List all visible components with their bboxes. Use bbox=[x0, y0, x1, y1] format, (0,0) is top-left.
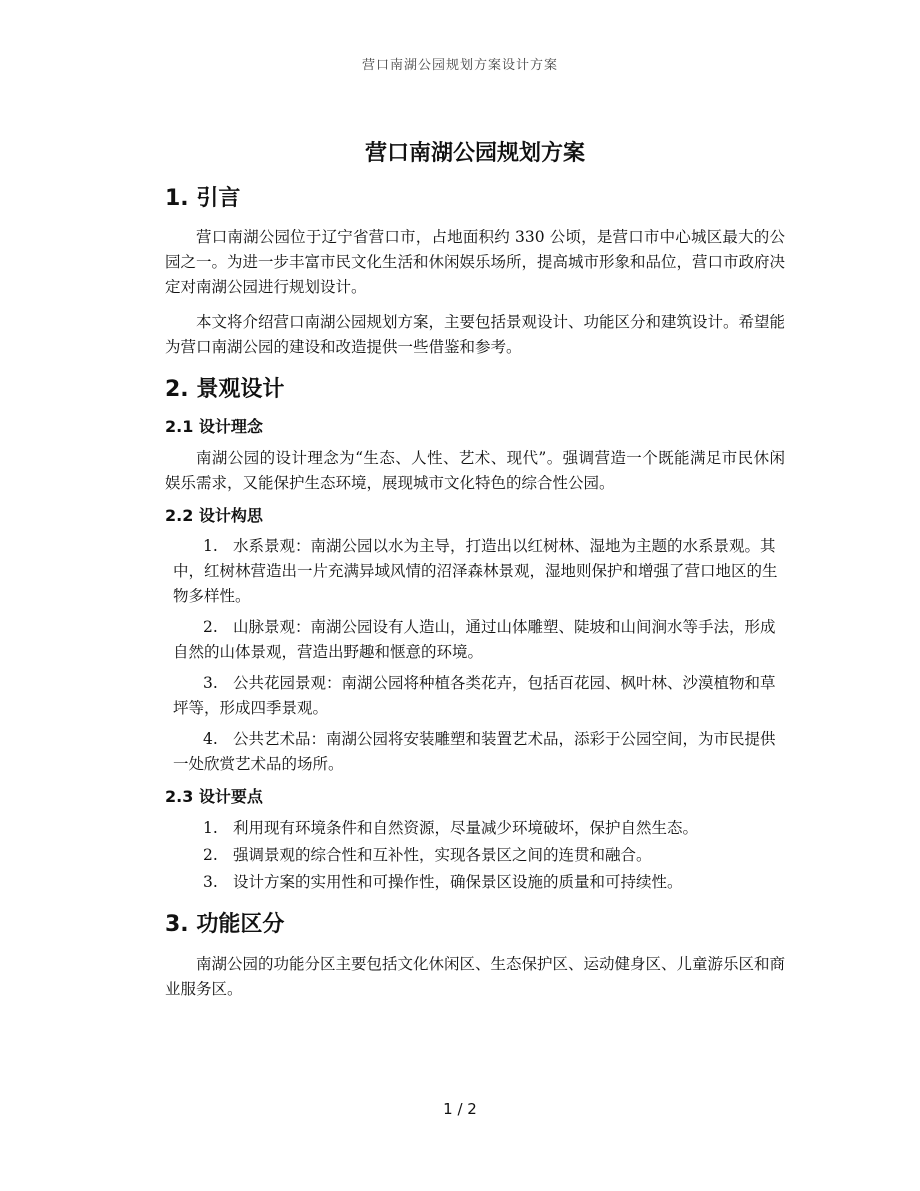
subsection-heading-idea: 2.2 设计构思 bbox=[165, 505, 263, 525]
list-item-text: 山脉景观：南湖公园设有人造山，通过山体雕塑、陡坡和山间涧水等手法，形成自然的山体景观，营造出野趣和惬意的环境。 bbox=[173, 618, 776, 662]
idea-list bbox=[165, 534, 785, 777]
page-header: 营口南湖公园规划方案设计方案 bbox=[361, 58, 558, 73]
section-heading-intro: 1. 引言 bbox=[165, 185, 241, 211]
intro-paragraph-2: 本文将介绍营口南湖公园规划方案，主要包括景观设计、功能区分和建筑设计。希望能为营口南湖公园的建设和改造提供一些借鉴和参考。 bbox=[165, 313, 786, 357]
list-item bbox=[165, 843, 785, 868]
section-heading-function: 3. 功能区分 bbox=[165, 912, 285, 938]
list-item bbox=[165, 727, 785, 777]
list-item bbox=[165, 615, 785, 665]
list-item-number: 2. bbox=[203, 846, 218, 865]
subsection-heading-points: 2.3 设计要点 bbox=[165, 787, 263, 807]
list-item-number: 1. bbox=[203, 537, 218, 556]
list-item-number: 3. bbox=[203, 873, 218, 892]
list-item-number: 1. bbox=[203, 819, 218, 838]
list-item-text: 强调景观的综合性和互补性，实现各景区之间的连贯和融合。 bbox=[233, 846, 652, 865]
points-list bbox=[165, 816, 785, 895]
list-item bbox=[165, 816, 785, 841]
document-body bbox=[165, 140, 785, 1012]
list-item-number: 2. bbox=[203, 618, 218, 637]
section-heading-landscape: 2. 景观设计 bbox=[165, 377, 285, 403]
page-number: 1 / 2 bbox=[443, 1100, 477, 1118]
list-item-number: 4. bbox=[203, 730, 218, 749]
list-item-text: 利用现有环境条件和自然资源，尽量减少环境破坏，保护自然生态。 bbox=[233, 819, 699, 838]
list-item bbox=[165, 870, 785, 895]
list-item-number: 3. bbox=[203, 674, 218, 693]
document-title: 营口南湖公园规划方案 bbox=[364, 141, 585, 166]
list-item-text: 公共艺术品：南湖公园将安装雕塑和装置艺术品，添彩于公园空间，为市民提供一处欣赏艺术品的场所。 bbox=[173, 730, 776, 774]
intro-paragraph-1: 营口南湖公园位于辽宁省营口市，占地面积约 330 公顷，是营口市中心城区最大的公园之一。为进一步丰富市民文化生活和休闲娱乐场所，提高城市形象和品位，营口市政府决定对南湖公园进行规划设计。 bbox=[165, 228, 786, 297]
list-item-text: 公共花园景观：南湖公园将种植各类花卉，包括百花园、枫叶林、沙漠植物和草坪等，形成四季景观。 bbox=[173, 674, 776, 718]
list-item bbox=[165, 671, 785, 721]
concept-paragraph: 南湖公园的设计理念为“生态、人性、艺术、现代”。强调营造一个既能满足市民休闲娱乐需求，又能保护生态环境，展现城市文化特色的综合性公园。 bbox=[165, 448, 785, 492]
function-paragraph: 南湖公园的功能分区主要包括文化休闲区、生态保护区、运动健身区、儿童游乐区和商业服务区。 bbox=[165, 954, 786, 998]
list-item bbox=[165, 534, 785, 609]
list-item-text: 设计方案的实用性和可操作性，确保景区设施的质量和可持续性。 bbox=[233, 873, 683, 892]
subsection-heading-concept: 2.1 设计理念 bbox=[165, 416, 263, 436]
list-item-text: 水系景观：南湖公园以水为主导，打造出以红树林、湿地为主题的水系景观。其中，红树林营造出一片充满异域风情的沼泽森林景观，湿地则保护和增强了营口地区的生物多样性。 bbox=[173, 537, 778, 606]
